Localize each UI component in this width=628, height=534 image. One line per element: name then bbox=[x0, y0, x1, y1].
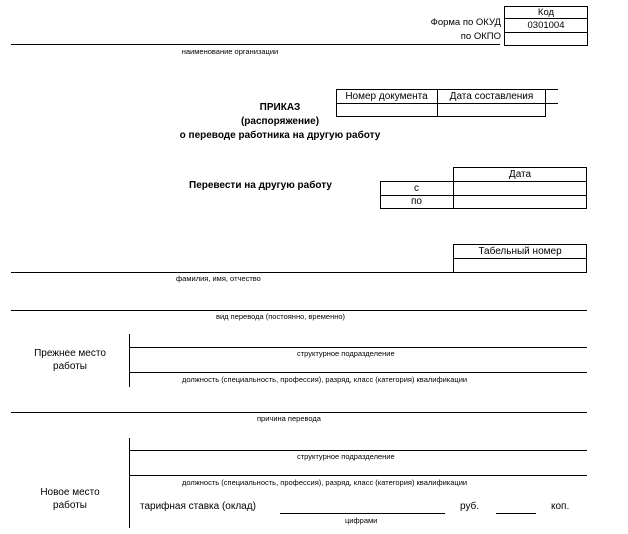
kod-header: Код bbox=[537, 6, 555, 18]
transfer-label: Перевести на другую работу bbox=[189, 180, 332, 191]
new-label-1: Новое место bbox=[40, 487, 100, 498]
reason-line bbox=[11, 412, 587, 413]
doc-date-field[interactable] bbox=[437, 103, 546, 117]
rate-kop-line bbox=[496, 513, 536, 514]
transfer-type-caption: вид перевода (постоянно, временно) bbox=[216, 312, 346, 321]
new-position-line bbox=[129, 475, 587, 476]
prev-label-1: Прежнее место bbox=[34, 348, 106, 359]
new-divider bbox=[129, 438, 130, 528]
rate-rub-line bbox=[280, 513, 445, 514]
fio-line bbox=[11, 272, 587, 273]
prev-position-caption: должность (специальность, профессия), разряд, класс (категория) квалификации bbox=[182, 375, 468, 384]
tab-number-field[interactable] bbox=[453, 258, 587, 273]
okpo-label: по ОКПО bbox=[460, 31, 501, 42]
rate-label: тарифная ставка (оклад) bbox=[140, 501, 256, 512]
transfer-type-line bbox=[11, 310, 587, 311]
transfer-to-label: по bbox=[411, 196, 422, 207]
new-department-field[interactable] bbox=[129, 438, 587, 450]
prev-department-line bbox=[129, 347, 587, 348]
fio-field[interactable] bbox=[11, 258, 453, 272]
rub-label: руб. bbox=[460, 501, 480, 512]
organization-field[interactable] bbox=[11, 30, 500, 44]
new-position-caption: должность (специальность, профессия), разряд, класс (категория) квалификации bbox=[182, 478, 468, 487]
tab-number-header: Табельный номер bbox=[478, 245, 562, 257]
new-position-field[interactable] bbox=[129, 463, 587, 475]
rate-rub-field[interactable] bbox=[280, 500, 445, 513]
transfer-to-field[interactable] bbox=[453, 195, 587, 208]
prev-label-2: работы bbox=[53, 361, 87, 372]
prev-position-line bbox=[129, 372, 587, 373]
rate-kop-field[interactable] bbox=[496, 500, 536, 513]
reason-field[interactable] bbox=[11, 399, 587, 412]
prev-position-field[interactable] bbox=[129, 360, 587, 372]
okud-value[interactable]: 0301004 bbox=[527, 19, 565, 31]
new-label-2: работы bbox=[53, 500, 87, 511]
new-department-caption: структурное подразделение bbox=[297, 452, 395, 461]
okpo-value[interactable] bbox=[504, 32, 588, 46]
prev-department-field[interactable] bbox=[129, 334, 587, 347]
doc-number-header: Номер документа bbox=[345, 90, 428, 102]
reason-caption: причина перевода bbox=[257, 414, 321, 423]
okud-label: Форма по ОКУД bbox=[430, 17, 501, 28]
organization-caption: наименование организации bbox=[181, 47, 279, 56]
organization-line bbox=[11, 44, 500, 45]
kop-label: коп. bbox=[551, 501, 570, 512]
prev-department-caption: структурное подразделение bbox=[297, 349, 395, 358]
transfer-type-field[interactable] bbox=[11, 297, 587, 310]
transfer-date-header: Дата bbox=[508, 168, 532, 180]
fio-caption: фамилия, имя, отчество bbox=[176, 274, 261, 283]
digits-caption: цифрами bbox=[345, 516, 378, 525]
order-subtitle: (распоряжение) bbox=[240, 116, 320, 127]
transfer-from-label: с bbox=[414, 182, 419, 194]
transfer-from-field[interactable] bbox=[453, 181, 587, 195]
order-title: ПРИКАЗ bbox=[259, 102, 301, 113]
new-department-line bbox=[129, 450, 587, 451]
order-description: о переводе работника на другую работу bbox=[179, 130, 381, 141]
doc-date-header: Дата составления bbox=[449, 90, 534, 102]
